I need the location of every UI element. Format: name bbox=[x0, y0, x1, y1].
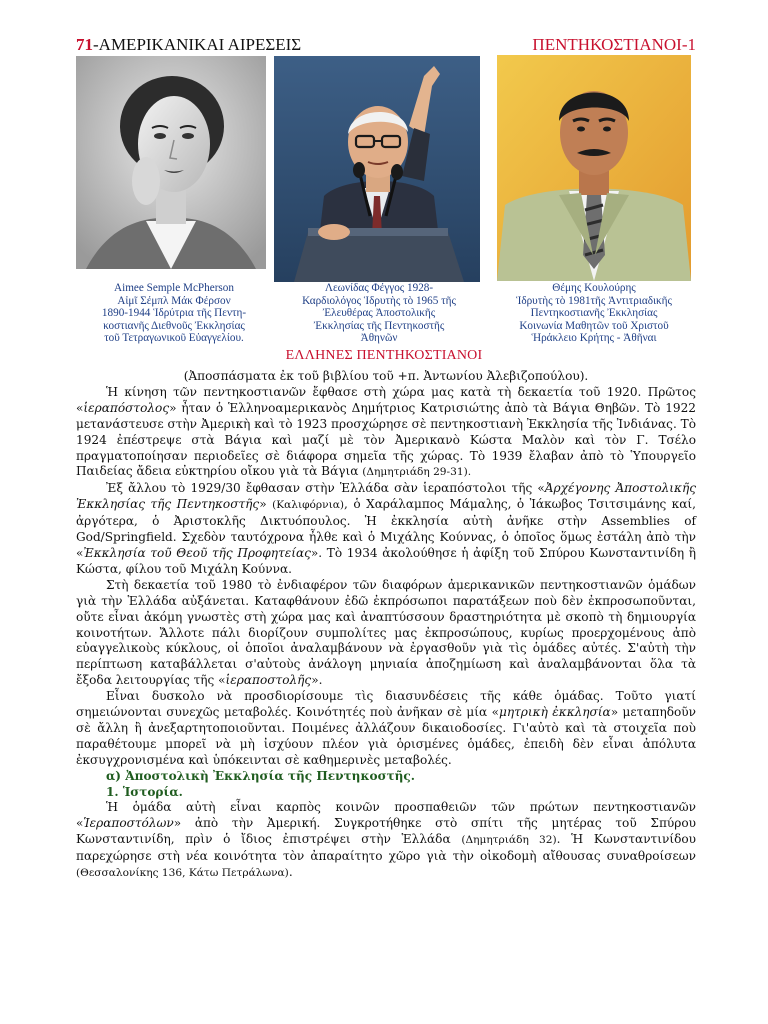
text-run: Εἶναι δυσκολο νὰ προσδιορίσουμε τὶς διασυνδέσεις τῆς κάθε ὁμάδας. Τοῦτο γιατί σημειώνονται συνεχῶς μεταβολές. Κοινότητές ποὺ ἀνῆκαν σὲ μία « bbox=[76, 689, 696, 720]
text-run: Ἐξ ἄλλου τὸ 1929/30 ἔφθασαν στὴν Ἑλλάδα σὰν ἱεραπόστολοι τῆς « bbox=[106, 481, 545, 496]
reference: (Δημητριάδη 29-31). bbox=[362, 466, 472, 479]
caption-line: Ἀθηνῶν bbox=[360, 332, 398, 345]
text-run: , ὁ Χαράλαμπος Μάμαλης, ὁ Ἰάκωβος Τσιτσιμάνης καί, ἀργότερα, ὁ Ἀριστοκλῆς Δικτυόπουλος. Ἡ ἐκκλησία αὐτὴ ἀνῆκε στὴν Assemblies of God/Springfield. Σχεδὸν ταυτόχρονα ἦλθε καὶ ὁ Μιχάλης Κούννας, ὁ ὁποῖος ὅμως ἐστάλη ἀπὸ τὴν « bbox=[76, 497, 696, 560]
caption-line: Λεωνίδας Φέγγος 1928- bbox=[324, 282, 434, 294]
portrait-image bbox=[497, 55, 691, 281]
text-run: Ἡ ὁμάδα αὐτὴ εἶναι καρπὸς κοινῶν προσπαθειῶν τῶν πρώτων πεντηκοστιανῶν « bbox=[76, 800, 696, 831]
text-run: . Ἡ Κωνσταντινίδου παρεχώρησε στὴ νέα κοινότητα τὸν ἀπαραίτητο χῶρο γιὰ τὴν οἰκοδομὴ αἴθουσας συναθροίσεων bbox=[76, 832, 696, 864]
page-number: 71 bbox=[76, 35, 93, 54]
text-run-italic: Ἀρχέγονης Ἀποστολικῆς Ἐκκλησίας τῆς Πεντηκοστῆς bbox=[76, 481, 696, 512]
caption-line: Ἱδρυτὴς τὸ 1981τῆς Ἀντιτριαδικῆς bbox=[516, 294, 672, 307]
paragraph-2 bbox=[76, 481, 696, 577]
source-note: (Ἀποσπάσματα ἐκ τοῦ βιβλίου τοῦ +π. Ἀντωνίου Ἀλεβιζοπούλου). bbox=[183, 369, 589, 383]
paragraph-4 bbox=[76, 689, 696, 769]
portrait-photo-fengos bbox=[274, 56, 480, 282]
text-run: » μεταπηδοῦν σὲ ἄλλη ἢ ἀνεξαρτητοποιοῦνται. Ποιμένες ἀλλάζουν δικαιοδοσίες. Γι'αὐτὸ καὶ τὰ στοιχεῖα ποὺ παραθέτουμε μπορεῖ νὰ μὴ ἰσχύουν πλέον γιὰ ὁρισμένες ὁμάδες, ἐπειδὴ δὲν εἶναι ἀπόλυτα ἐκσυγχρονισμένα καὶ ὑπόκεινται σὲ καθημερινὲς μεταβολές. bbox=[76, 705, 696, 767]
caption-line: Θέμης Κουλούρης bbox=[552, 282, 636, 294]
text-run: » ἦταν ὁ Ἑλληνοαμερικανὸς Δημήτριος Κατρισιώτης ἀπὸ τὰ Βάγια Θηβῶν. Τὸ 1922 μετανάστευσε στὴν Ἀμερικὴ καὶ τὸ 1923 προσχώρησε σὲ πεντηκοστιανὴ Ἐκκλησία τῆς Ἰνδιάνας. Τὸ 1924 ἐπέστρεψε στὰ Βάγια καὶ μαζί μὲ τὸν Ἀμερικανὸ Κώστα Μαλὸν καὶ τὸν Γ. Τσέλο πραγματοποίησαν περιοδεῖες σὲ διάφορα σημεῖα τῆς χώρας. Τὸ 1939 ἔλαβαν ἀπὸ τὸ Ὑπουργεῖο Παιδείας ἄδεια εὐκτηρίου οἴκου γιὰ τὰ Βάγια bbox=[76, 400, 696, 479]
section-title: ΕΛΛΗΝΕΣ ΠΕΝΤΗΚΟΣΤΙΑΝΟΙ bbox=[285, 348, 483, 363]
caption-line: Aimee Semple McPherson bbox=[114, 282, 234, 294]
caption-photo-2 bbox=[276, 282, 482, 345]
text-run-italic: Ἐκκλησία τοῦ Θεοῦ τῆς Προφητείας bbox=[83, 545, 311, 560]
text-run-italic: ἱεραπόστολος bbox=[83, 400, 170, 415]
header-left-title: -ΑΜΕΡΙΚΑΝΙΚΑΙ ΑΙΡΕΣΕΙΣ bbox=[93, 35, 302, 54]
caption-line: Ἐκκλησίας τῆς Πεντηκοστῆς bbox=[313, 319, 445, 332]
body-text bbox=[76, 369, 696, 882]
header-right-title: ΠΕΝΤΗΚΟΣΤΙΑΝΟΙ-1 bbox=[532, 35, 696, 54]
caption-line: Ἡράκλειο Κρήτης - Ἀθῆναι bbox=[531, 332, 657, 345]
page-header bbox=[76, 35, 696, 57]
text-run: . bbox=[288, 865, 293, 880]
caption-line: Καρδιολόγος Ἱδρυτὴς τὸ 1965 τῆς bbox=[302, 294, 456, 307]
text-run: » ἀπὸ τὴν Ἀμερική. Συγκροτήθηκε στὸ σπίτι τῆς μητέρας τοῦ Σπύρου Κωνσταντινίδη, πρὶν ὁ ἴδιος ἐπιστρέψει στὴν Ἑλλάδα bbox=[76, 816, 696, 847]
reference: (Καλιφόρνια) bbox=[272, 499, 345, 512]
portrait-image bbox=[76, 56, 266, 269]
header-left bbox=[76, 35, 301, 55]
reference: (Δημητριάδη 32) bbox=[461, 834, 557, 847]
caption-line: Ἐλευθέρας Ἀποστολικῆς bbox=[322, 307, 436, 320]
text-run-italic: Ἱεραποστόλων bbox=[83, 816, 174, 831]
portrait-photo-mcpherson bbox=[76, 56, 266, 269]
text-run: Ἡ κίνηση τῶν πεντηκοστιανῶν ἔφθασε στὴ χώρα μας κατὰ τὴ δεκαετία τοῦ 1920. Πρῶτος « bbox=[76, 384, 696, 415]
paragraph-5 bbox=[76, 800, 696, 882]
caption-line: τοῦ Τετραγωνικοῦ Εὐαγγελίου. bbox=[104, 332, 244, 345]
text-run: » bbox=[259, 497, 273, 512]
subsection-heading-history: 1. Ἱστορία. bbox=[106, 784, 183, 799]
subsection-heading-a: α) Ἀποστολικὴ Ἐκκλησία τῆς Πεντηκοστῆς. bbox=[106, 768, 415, 783]
text-run-italic: μητρικὴ ἐκκλησία bbox=[499, 705, 611, 720]
text-run: ». Τὸ 1934 ἀκολούθησε ἡ ἀφίξη τοῦ Σπύρου Κωνσταντινίδη ἢ Κώστα, φίλου τοῦ Μιχάλη Κούννα. bbox=[76, 545, 697, 576]
caption-line: 1890-1944 Ἱδρύτρια τῆς Πεντη- bbox=[101, 307, 247, 320]
caption-photo-3 bbox=[490, 282, 698, 345]
text-run: ». bbox=[311, 673, 323, 688]
caption-line: κοστιανῆς Διεθνοῦς Ἐκκλησίας bbox=[103, 319, 245, 332]
paragraph-1 bbox=[76, 385, 696, 481]
caption-line: Αἰμῖ Σέμπλ Μάκ Φέρσον bbox=[117, 294, 231, 307]
portrait-photo-koulouris bbox=[497, 55, 691, 281]
reference: (Θεσσαλονίκης 136, Κάτω Πετράλωνα) bbox=[76, 867, 289, 880]
paragraph-3 bbox=[76, 578, 696, 689]
text-run-italic: ἱεραποστολῆς bbox=[225, 673, 312, 688]
caption-line: Κοινωνία Μαθητῶν τοῦ Χριστοῦ bbox=[519, 319, 669, 332]
text-run: Στὴ δεκαετία τοῦ 1980 τὸ ἐνδιαφέρον τῶν διαφόρων ἀμερικανικῶν πεντηκοστιανῶν ὁμάδων γιὰ τὴν Ἑλλάδα αὐξάνεται. Καταφθάνουν ἐδῶ ἐκπρόσωποι παρατάξεων ποὺ δὲν ἐκπροσωποῦνται, οὔτε εἶναι ἀκόμη γνωστὲς στὴ χώρα μας καὶ ἀναπτύσσουν δραστηριότητα μὲ σκοπὸ τὴ δημιουργία κοινοτήτων. Ἄλλοτε πάλι διορίζουν συμπολίτες μας ἐκπροσώπους, κυρίως προερχομένους ἀπὸ εὐαγγελικοὺς κύκλους, οἱ ὁποῖοι ἀναλαμβάνουν νὰ ἐργασθοῦν γιὰ τὶς ὁμάδες αὐτές. Σ'αὐτὴ τὴν περίπτωση καταβάλλεται σ'αὐτοὺς ἀνάλογη μηνιαία ἀποζημίωση καὶ ἀναλαμβάνονται ὅλα τὰ ἔξοδα λειτουργίας τῆς « bbox=[76, 577, 696, 688]
caption-line: Πεντηκοστιανῆς Ἐκκλησίας bbox=[530, 307, 658, 320]
preacher-image bbox=[274, 56, 480, 282]
caption-photo-1 bbox=[76, 282, 272, 345]
